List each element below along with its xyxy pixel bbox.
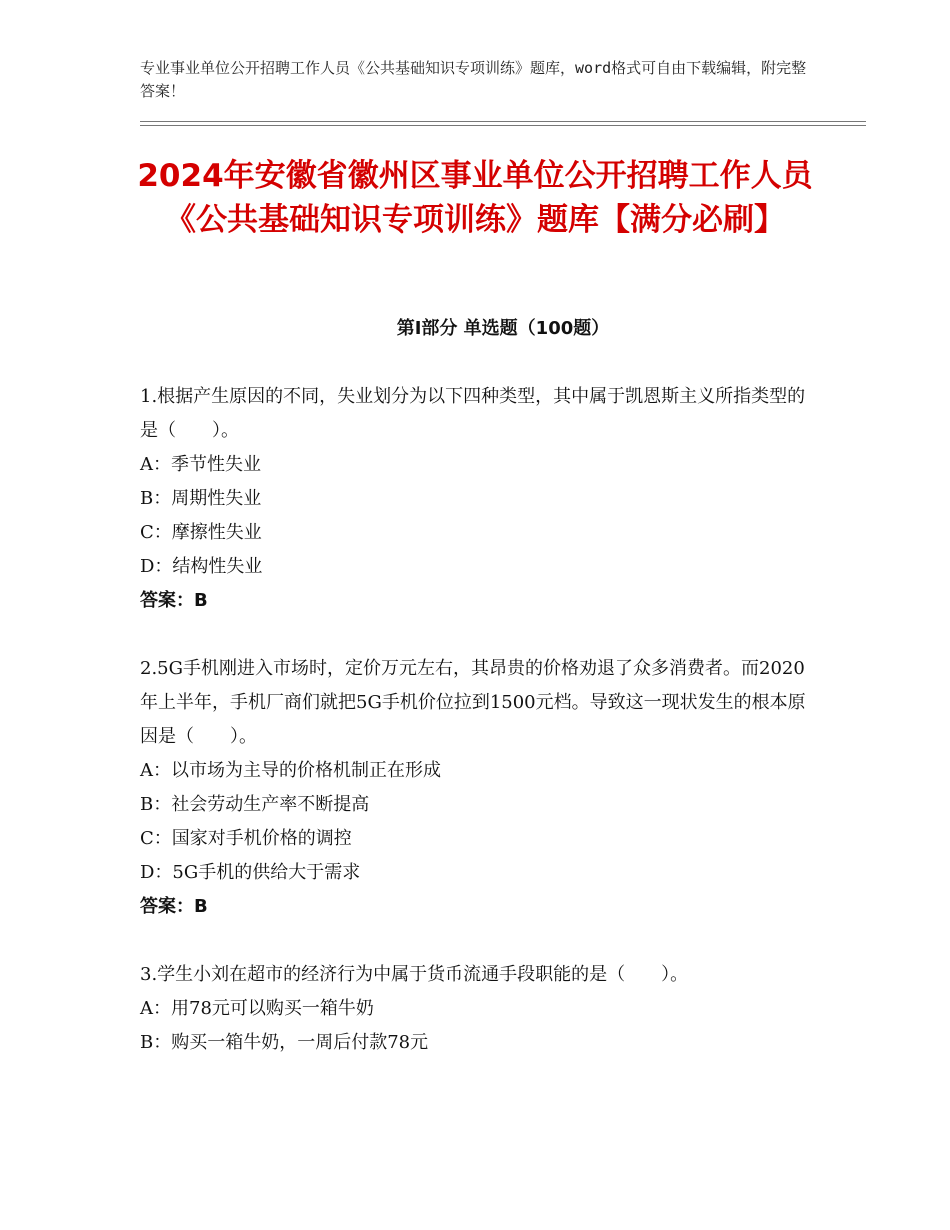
option-a: A：以市场为主导的价格机制正在形成: [140, 760, 441, 781]
question-3: [140, 958, 810, 1060]
question-stem: 3.学生小刘在超市的经济行为中属于货币流通手段职能的是（ ）。: [140, 964, 689, 985]
answer-line: 答案：B: [140, 590, 208, 611]
option-a: A：用78元可以购买一箱牛奶: [140, 998, 374, 1019]
section-heading: 第Ⅰ部分 单选题（100题）: [396, 318, 610, 339]
option-d: D：结构性失业: [140, 556, 263, 577]
question-2: [140, 652, 810, 924]
option-c: C：国家对手机价格的调控: [140, 828, 352, 849]
answer-line: 答案：B: [140, 896, 208, 917]
header-rule-top: [140, 121, 866, 122]
question-stem: 1.根据产生原因的不同，失业划分为以下四种类型，其中属于凯恩斯主义所指类型的是（ ）。: [140, 386, 806, 441]
document-title: 2024年安徽省徽州区事业单位公开招聘工作人员《公共基础知识专项训练》题库【满分必刷】: [137, 158, 813, 238]
option-a: A：季节性失业: [140, 454, 261, 475]
question-1: [140, 380, 810, 618]
question-stem: 2.5G手机刚进入市场时，定价万元左右，其昂贵的价格劝退了众多消费者。而2020年上半年，手机厂商们就把5G手机价位拉到1500元档。导致这一现状发生的根本原因是（ ）。: [140, 658, 806, 747]
header-rule-bottom: [140, 125, 866, 126]
option-c: C：摩擦性失业: [140, 522, 262, 543]
option-b: B：周期性失业: [140, 488, 262, 509]
header-note: 专业事业单位公开招聘工作人员《公共基础知识专项训练》题库，word格式可自由下载编辑，附完整答案！: [140, 59, 807, 100]
option-b: B：社会劳动生产率不断提高: [140, 794, 370, 815]
option-b: B：购买一箱牛奶，一周后付款78元: [140, 1032, 429, 1053]
option-d: D：5G手机的供给大于需求: [140, 862, 361, 883]
